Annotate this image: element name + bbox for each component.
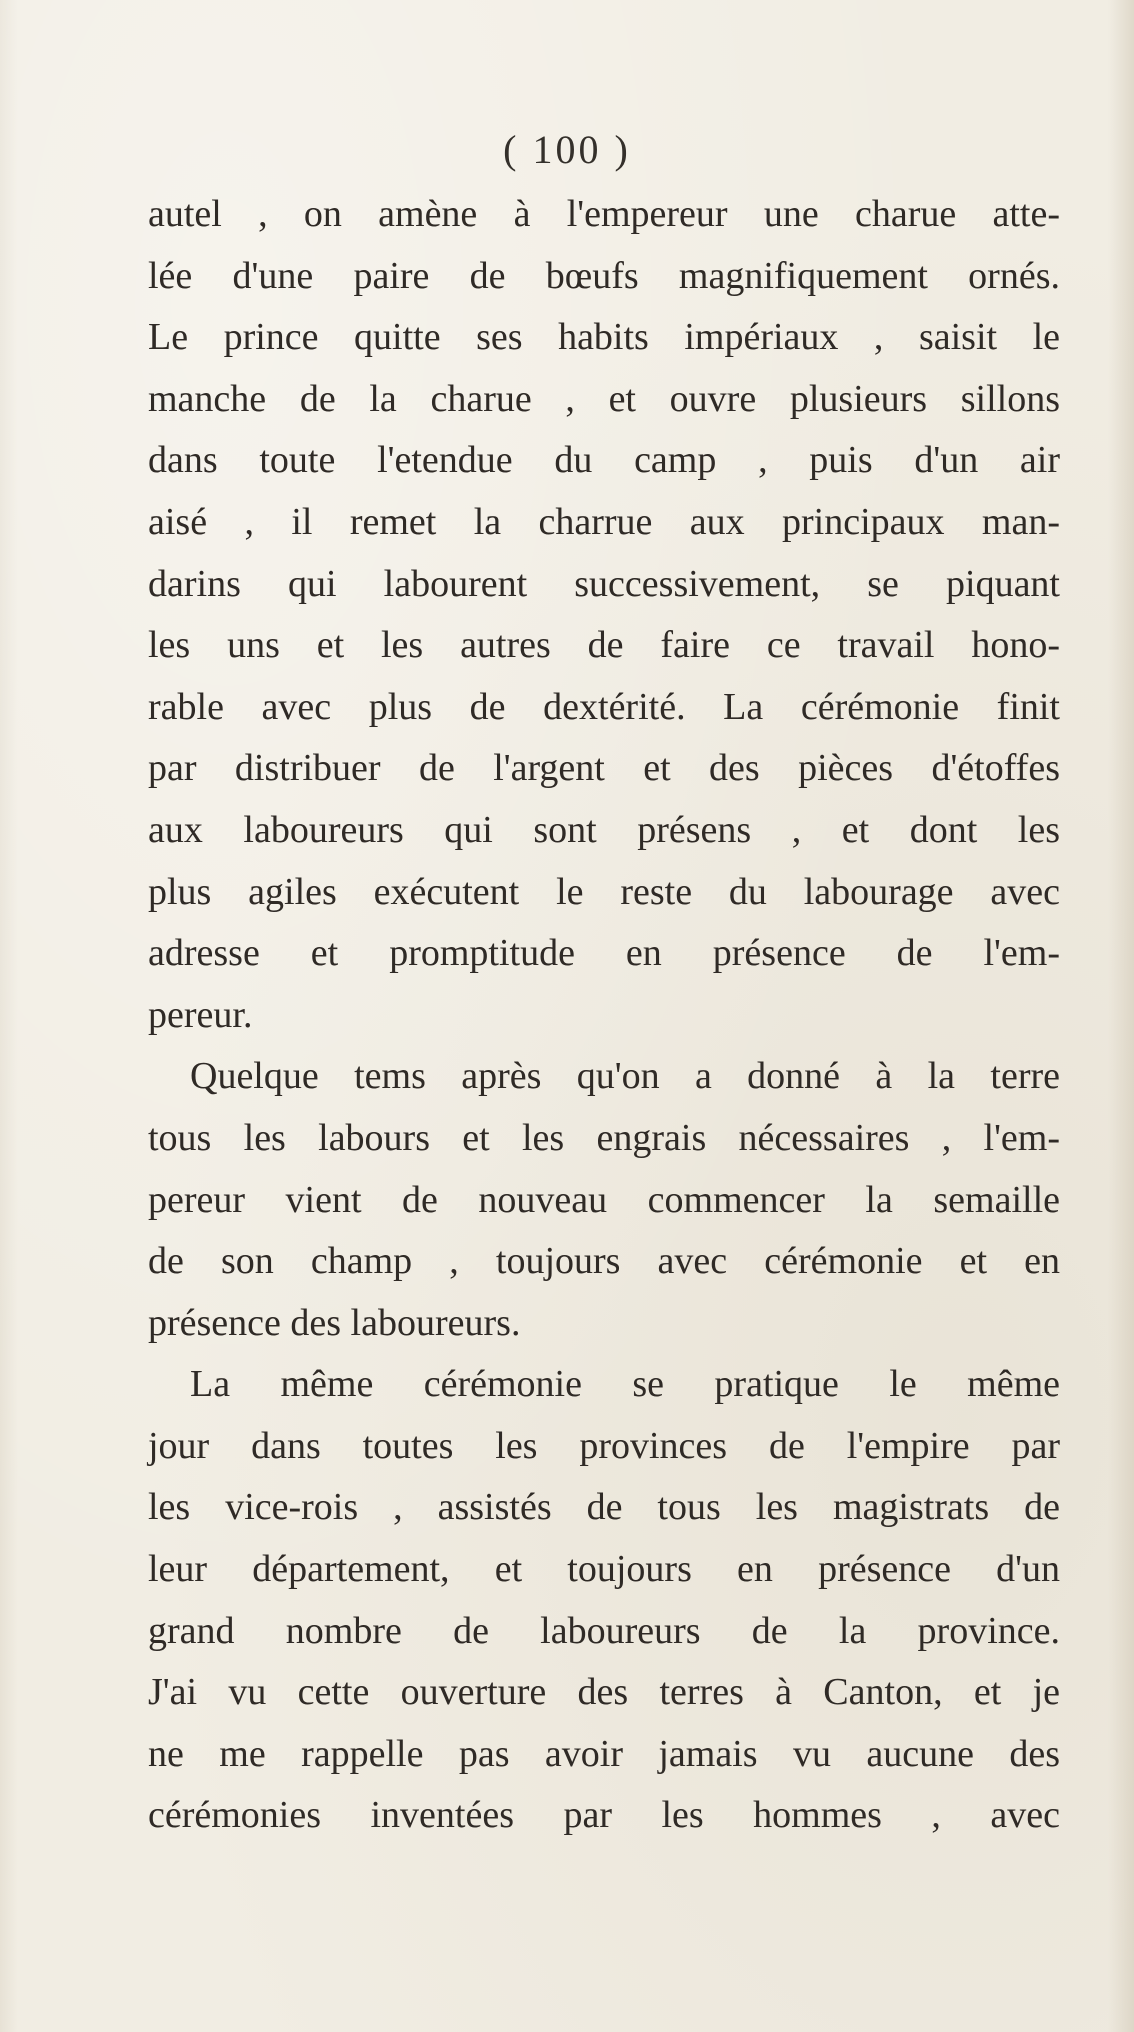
text-line: lée d'une paire de bœufs magnifiquement ornés. xyxy=(148,254,1060,297)
text-line: rable avec plus de dextérité. La cérémonie finit xyxy=(148,685,1060,728)
text-line: jour dans toutes les provinces de l'empire par xyxy=(148,1424,1060,1467)
text-line: Quelque tems après qu'on a donné à la terre xyxy=(190,1055,1060,1098)
text-line: J'ai vu cette ouverture des terres à Canton, et je xyxy=(148,1671,1060,1714)
body-text xyxy=(148,184,1060,1847)
text-line: leur département, et toujours en présence d'un xyxy=(148,1548,1060,1591)
text-line: les uns et les autres de faire ce travail hono- xyxy=(148,624,1060,667)
text-line: Le prince quitte ses habits impériaux , saisit le xyxy=(148,316,1060,359)
text-line: plus agiles exécutent le reste du labourage avec xyxy=(148,870,1060,913)
text-line: tous les labours et les engrais nécessaires , l'em- xyxy=(148,1116,1060,1159)
text-line: par distribuer de l'argent et des pièces d'étoffes xyxy=(148,747,1060,790)
text-line: pereur. xyxy=(148,993,253,1036)
text-line: grand nombre de laboureurs de la province. xyxy=(148,1609,1060,1652)
text-line: ne me rappelle pas avoir jamais vu aucune des xyxy=(148,1732,1060,1775)
text-line: adresse et promptitude en présence de l'em- xyxy=(148,932,1060,975)
text-line: présence des laboureurs. xyxy=(148,1301,521,1344)
text-line: darins qui labourent successivement, se piquant xyxy=(148,562,1060,605)
text-line: de son champ , toujours avec cérémonie et en xyxy=(148,1240,1060,1283)
text-line: aisé , il remet la charrue aux principaux man- xyxy=(148,500,1060,543)
text-line: les vice-rois , assistés de tous les magistrats de xyxy=(148,1486,1060,1529)
text-line: aux laboureurs qui sont présens , et dont les xyxy=(148,808,1060,851)
text-line: autel , on amène à l'empereur une charue atte- xyxy=(148,193,1060,235)
text-line: dans toute l'etendue du camp , puis d'un air xyxy=(148,439,1060,482)
text-line: pereur vient de nouveau commencer la semaille xyxy=(148,1178,1060,1221)
text-line: La même cérémonie se pratique le même xyxy=(190,1363,1060,1406)
text-line: cérémonies inventées par les hommes , avec xyxy=(148,1794,1060,1837)
page-number: ( 100 ) xyxy=(503,127,631,172)
text-line: manche de la charue , et ouvre plusieurs sillons xyxy=(148,377,1060,420)
